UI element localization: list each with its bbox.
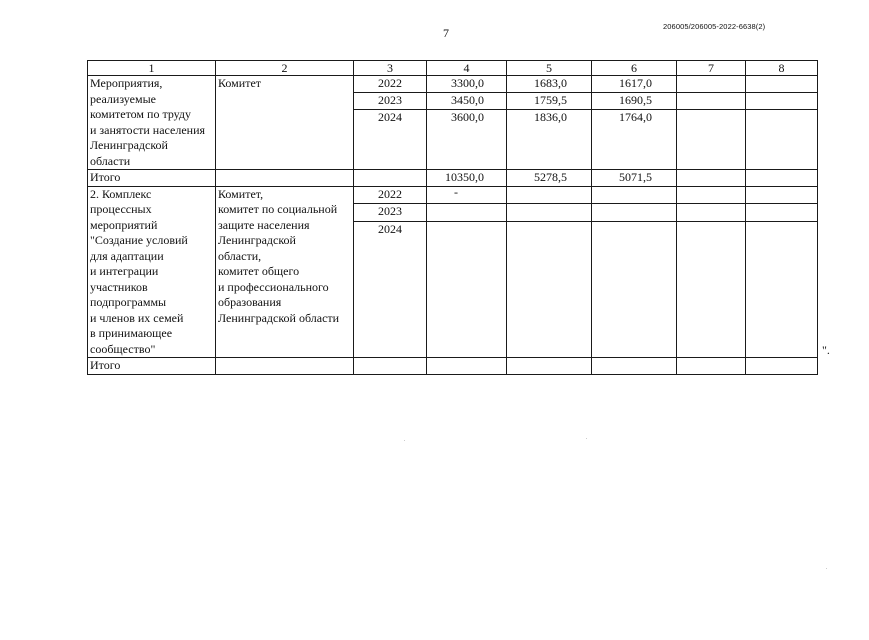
col8-cell	[746, 186, 818, 204]
table-row	[88, 76, 818, 93]
header-cell-2: 2	[216, 61, 354, 76]
section2-name-line: сообщество"	[90, 341, 156, 356]
year-cell: 2023	[354, 93, 427, 110]
year-cell: 2023	[354, 204, 427, 222]
table-row	[88, 186, 818, 204]
total-col5-cell	[507, 358, 592, 375]
header-cell-8: 8	[746, 61, 818, 76]
section1-executor-cell	[216, 76, 354, 170]
total-executor-cell	[216, 358, 354, 375]
col8-cell	[746, 110, 818, 170]
section2-name-line: в принимающее	[90, 326, 173, 340]
section2-executor-cell	[216, 186, 354, 358]
header-cell-3: 3	[354, 61, 427, 76]
total-label: Итого	[88, 170, 216, 187]
col5-cell	[507, 204, 592, 222]
col5-cell: 1683,0	[507, 76, 592, 93]
section2-executor-line: области,	[218, 248, 262, 263]
section2-executor-line: Комитет,	[218, 186, 264, 201]
col6-cell	[592, 221, 677, 357]
section2-executor-line: комитет по социальной	[218, 202, 338, 216]
section2-name-line: участников	[90, 279, 148, 294]
section2-executor-line: Ленинградской области	[218, 310, 340, 325]
total-sum-cell: 10350,0	[427, 170, 507, 187]
total-cell: 3450,0	[427, 93, 507, 110]
total-cell	[427, 204, 507, 222]
col5-cell: 1836,0	[507, 110, 592, 170]
section1-name-line: и занятости населения	[90, 122, 206, 137]
page-number: 7	[443, 26, 449, 40]
scan-speck	[404, 440, 405, 441]
total-cell: 3300,0	[427, 76, 507, 93]
section2-executor-line: защите населения	[218, 217, 310, 232]
total-label: Итого	[88, 358, 216, 375]
section1-name-line: Ленинградской	[90, 138, 168, 152]
col6-cell	[592, 204, 677, 222]
header-cell-4: 4	[427, 61, 507, 76]
col8-cell	[746, 76, 818, 93]
col7-cell	[677, 186, 746, 204]
total-year-cell	[354, 358, 427, 375]
total-row	[88, 358, 818, 375]
section2-name-line: и интеграции	[90, 264, 159, 278]
section2-name-line: мероприятий	[90, 217, 158, 232]
section2-name-cell	[88, 186, 216, 358]
table-header-row	[88, 61, 818, 76]
total-cell	[427, 186, 507, 204]
year-cell: 2024	[354, 221, 427, 357]
col6-cell: 1764,0	[592, 110, 677, 170]
year-cell: 2022	[354, 186, 427, 204]
section1-name-line: области	[90, 153, 131, 168]
section1-name-line: Мероприятия,	[90, 76, 163, 90]
col8-cell	[746, 221, 818, 357]
col7-cell	[677, 93, 746, 110]
col8-cell	[746, 204, 818, 222]
scan-speck	[826, 568, 827, 569]
col8-cell	[746, 93, 818, 110]
total-year-cell	[354, 170, 427, 187]
col7-cell	[677, 76, 746, 93]
total-col5-cell: 5278,5	[507, 170, 592, 187]
section2-name-line: "Создание условий	[90, 233, 188, 247]
section2-name-line: и членов их семей	[90, 310, 184, 325]
scan-speck	[586, 438, 587, 439]
col7-cell	[677, 221, 746, 357]
header-cell-6: 6	[592, 61, 677, 76]
section2-name-line: подпрограммы	[90, 295, 167, 309]
section2-executor-line: комитет общего	[218, 264, 300, 278]
col8-cell	[746, 358, 818, 375]
total-cell: 3600,0	[427, 110, 507, 170]
col7-cell	[677, 170, 746, 187]
col7-cell	[677, 110, 746, 170]
section1-name-line: реализуемые	[90, 91, 156, 106]
col5-cell	[507, 186, 592, 204]
section1-name-cell	[88, 76, 216, 170]
section2-name-line: процессных	[90, 202, 152, 216]
section1-executor-line: Комитет	[218, 76, 262, 90]
document-id: 206005/206005-2022-6638(2)	[663, 22, 766, 31]
header-cell-7: 7	[677, 61, 746, 76]
total-col6-cell	[592, 358, 677, 375]
budget-table	[87, 60, 818, 375]
col5-cell	[507, 221, 592, 357]
total-sum-cell	[427, 358, 507, 375]
year-cell: 2024	[354, 110, 427, 170]
col8-cell	[746, 170, 818, 187]
total-row	[88, 170, 818, 187]
col6-cell: 1617,0	[592, 76, 677, 93]
total-executor-cell	[216, 170, 354, 187]
section1-name-line: комитетом по труду	[90, 107, 192, 121]
total-cell	[427, 221, 507, 357]
col6-cell: 1690,5	[592, 93, 677, 110]
dash-mark: -	[454, 184, 458, 199]
section2-executor-line: и профессионального	[218, 279, 329, 294]
year-cell: 2022	[354, 76, 427, 93]
header-cell-1: 1	[88, 61, 216, 76]
section2-name-line: для адаптации	[90, 248, 164, 263]
col7-cell	[677, 204, 746, 222]
section2-executor-line: Ленинградской	[218, 233, 296, 247]
header-cell-5: 5	[507, 61, 592, 76]
total-col6-cell: 5071,5	[592, 170, 677, 187]
col6-cell	[592, 186, 677, 204]
section2-name-line: 2. Комплекс	[90, 186, 152, 201]
col7-cell	[677, 358, 746, 375]
section2-executor-line: образования	[218, 295, 282, 309]
col5-cell: 1759,5	[507, 93, 592, 110]
closing-quote-mark: ".	[822, 343, 830, 357]
